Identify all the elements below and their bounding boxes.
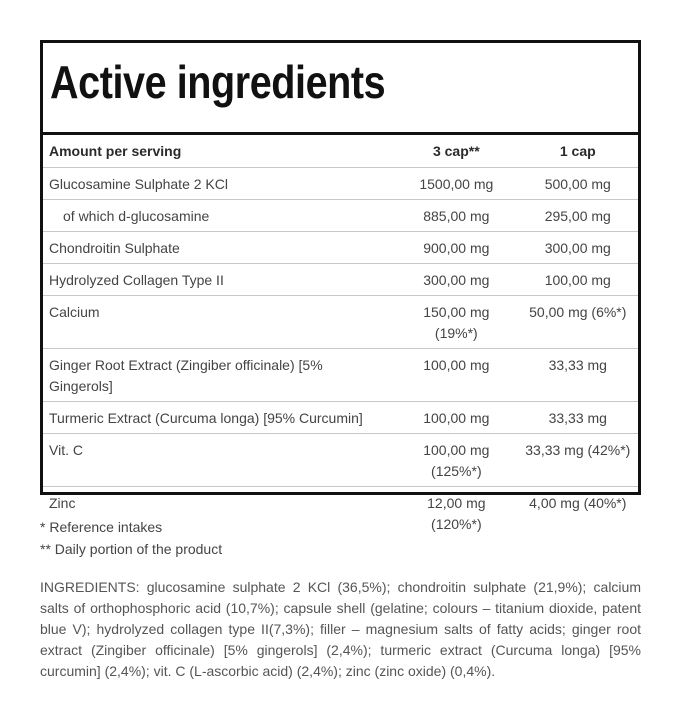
ingredient-name: Glucosamine Sulphate 2 KCl bbox=[43, 168, 395, 200]
value-3-cap: 150,00 mg (19%*) bbox=[395, 296, 517, 349]
value-1-cap: 500,00 mg bbox=[518, 168, 638, 200]
value-3-cap: 885,00 mg bbox=[395, 200, 517, 232]
value-1-cap: 33,33 mg (42%*) bbox=[518, 434, 638, 487]
value-1-cap: 295,00 mg bbox=[518, 200, 638, 232]
value-3-cap: 300,00 mg bbox=[395, 264, 517, 296]
table-row bbox=[43, 349, 638, 402]
value-1-cap: 33,33 mg bbox=[518, 349, 638, 402]
header-1-cap: 1 cap bbox=[559, 142, 596, 159]
value-1-cap: 33,33 mg bbox=[518, 402, 638, 434]
ingredient-name: Calcium bbox=[43, 296, 395, 349]
ingredient-name: Zinc bbox=[43, 487, 395, 540]
panel-title: Active ingredients bbox=[50, 56, 386, 108]
table-row bbox=[43, 200, 638, 232]
table-header-row bbox=[43, 135, 638, 168]
ingredient-name: of which d-glucosamine bbox=[43, 200, 395, 232]
ingredient-name: Ginger Root Extract (Zingiber officinale) [5% Gingerols] bbox=[43, 349, 395, 402]
header-amount-per-serving: Amount per serving bbox=[49, 142, 182, 159]
footnote-daily-portion: ** Daily portion of the product bbox=[40, 541, 223, 557]
table-row bbox=[43, 168, 638, 200]
ingredient-name: Hydrolyzed Collagen Type II bbox=[43, 264, 395, 296]
table-row bbox=[43, 296, 638, 349]
table-row bbox=[43, 402, 638, 434]
value-3-cap: 1500,00 mg bbox=[395, 168, 517, 200]
footnote-reference-intakes: * Reference intakes bbox=[40, 519, 163, 535]
header-3-cap: 3 cap** bbox=[432, 142, 480, 159]
value-1-cap: 100,00 mg bbox=[518, 264, 638, 296]
table-row bbox=[43, 434, 638, 487]
table-row bbox=[43, 232, 638, 264]
ingredient-name: Turmeric Extract (Curcuma longa) [95% Curcumin] bbox=[43, 402, 395, 434]
value-1-cap: 300,00 mg bbox=[518, 232, 638, 264]
ingredient-name: Vit. C bbox=[43, 434, 395, 487]
value-3-cap: 100,00 mg (125%*) bbox=[395, 434, 517, 487]
value-3-cap: 12,00 mg (120%*) bbox=[395, 487, 517, 540]
value-1-cap: 50,00 mg (6%*) bbox=[518, 296, 638, 349]
value-1-cap: 4,00 mg (40%*) bbox=[518, 487, 638, 540]
value-3-cap: 100,00 mg bbox=[395, 349, 517, 402]
value-3-cap: 100,00 mg bbox=[395, 402, 517, 434]
ingredients-table bbox=[43, 135, 638, 539]
value-3-cap: 900,00 mg bbox=[395, 232, 517, 264]
footnotes bbox=[40, 516, 222, 560]
ingredient-name: Chondroitin Sulphate bbox=[43, 232, 395, 264]
ingredients-text: INGREDIENTS: glucosamine sulphate 2 KCl (36,5%); chondroitin sulphate (21,9%); calcium salts of orthophosphoric acid (10,7%); capsule shell (gelatine; colours – titanium dioxide, patent blue V); hydrolyzed collagen type II(7,3%); filler – magnesium salts of fatty acids; ginger root extract (Zingiber officinale) [5% gingerols] (2,4%); turmeric extract (Curcuma longa) [95% curcumin] (2,4%); vit. C (L-ascorbic acid) (2,4%); zinc (zinc oxide) (0,4%). bbox=[40, 579, 641, 679]
table-row bbox=[43, 264, 638, 296]
